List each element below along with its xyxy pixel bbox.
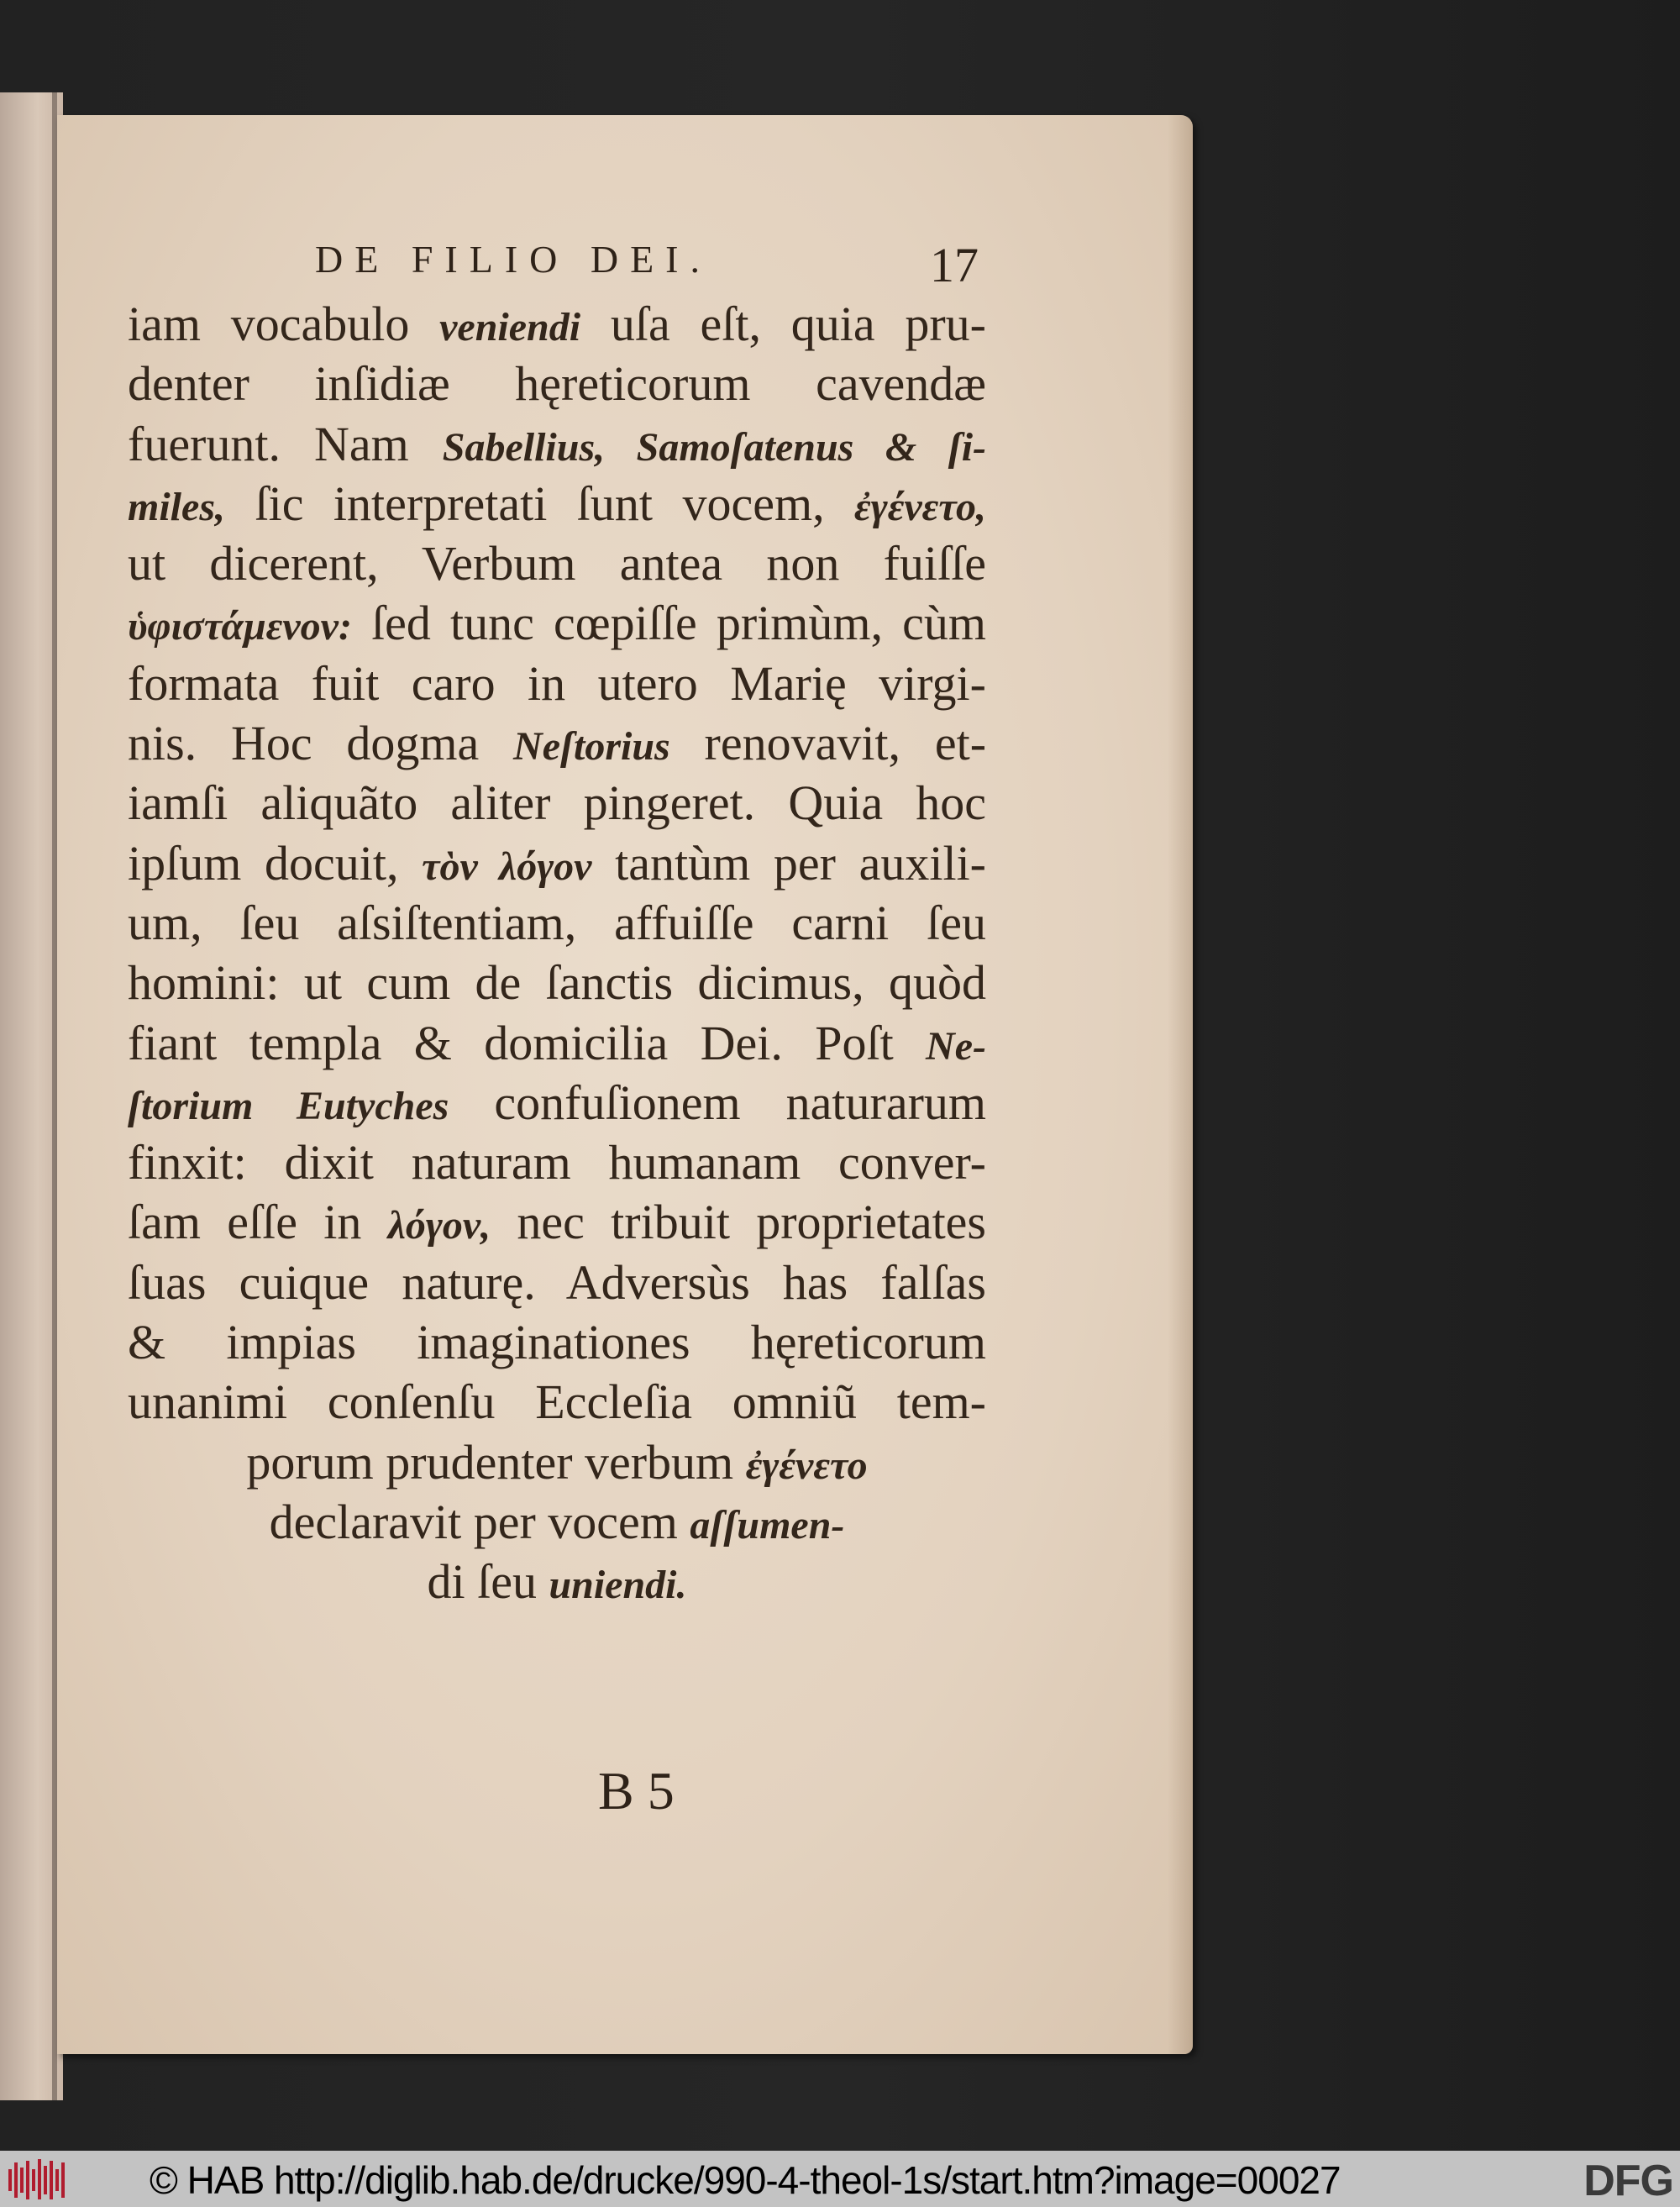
roman-text: nis. Hoc dogma (128, 716, 514, 771)
text-line (128, 474, 986, 533)
roman-text: porum prudenter verbum (246, 1434, 746, 1490)
roman-text: homini: ut cum de ſanctis dicimus, quòd (128, 955, 986, 1011)
footer-bar (0, 2151, 1680, 2207)
roman-text: renovavit, et- (669, 716, 987, 771)
roman-text: ſed tunc cœpiſſe primùm, cùm (351, 596, 986, 651)
text-line (128, 1552, 986, 1611)
text-line (128, 1192, 986, 1252)
text-line (128, 414, 986, 474)
roman-text: ſuas cuique naturę. Adversùs has falſas (128, 1254, 986, 1310)
italic-text: Ne- (926, 1023, 986, 1069)
roman-text: ſic interpretati ſunt vocem, (225, 476, 855, 531)
roman-text: tantùm per auxili- (591, 835, 986, 891)
roman-text: declaravit per vocem (269, 1494, 690, 1549)
running-head (315, 237, 979, 296)
text-line (128, 654, 986, 713)
text-line (128, 1372, 986, 1432)
italic-text: Sabellius, Samoſatenus & ſi- (442, 424, 987, 470)
text-line (128, 1073, 986, 1132)
roman-text: ut dicerent, Verbum antea non fuiſſe (128, 536, 986, 591)
text-line (128, 953, 986, 1012)
page-text (128, 294, 986, 1612)
italic-text: τὸν λόγον (422, 843, 592, 889)
italic-text: miles, (128, 484, 225, 529)
text-line (128, 1432, 986, 1492)
hab-logo-icon (7, 2157, 71, 2201)
roman-text: confuſionem naturarum (449, 1075, 986, 1130)
italic-text: uniendi. (549, 1563, 687, 1608)
roman-text: denter inſidiæ hęreticorum cavendæ (128, 356, 986, 412)
text-line (128, 1312, 986, 1372)
roman-text: nec tribuit proprietates (491, 1195, 986, 1250)
roman-text: ſam eſſe in (128, 1195, 388, 1250)
page-number: 17 (930, 238, 979, 292)
roman-text: finxit: dixit naturam humanam conver- (128, 1135, 986, 1190)
roman-text: fuerunt. Nam (128, 416, 443, 471)
signature-mark: B 5 (598, 1761, 675, 1821)
italic-text: ἐγένετο (745, 1442, 868, 1488)
text-line (128, 533, 986, 593)
text-line (128, 1492, 986, 1552)
text-line (128, 354, 986, 413)
roman-text: formata fuit caro in utero Marię virgi- (128, 655, 986, 711)
text-line (128, 294, 986, 354)
roman-text: iamſi aliquãto aliter pingeret. Quia hoc (128, 775, 986, 831)
roman-text: uſa eſt, quia pru- (580, 297, 986, 351)
roman-text: fiant templa & domicilia Dei. Poſt (128, 1015, 927, 1070)
italic-text: ſtorium Eutyches (128, 1083, 449, 1128)
italic-text: veniendi (439, 305, 581, 349)
roman-text: di ſeu (427, 1554, 549, 1610)
italic-text: Neſtorius (513, 724, 670, 770)
roman-text: & impias imaginationes hęreticorum (128, 1315, 986, 1370)
italic-text: ὑφιστάμενον: (128, 604, 352, 649)
italic-text: ἐγένετο, (854, 484, 986, 529)
dfg-logo: DFG (1583, 2157, 1673, 2205)
running-head-title: DE FILIO DEI. (315, 238, 711, 281)
copyright-url[interactable]: © HAB http://diglib.hab.de/drucke/990-4-theol-1s/start.htm?image=00027 (150, 2158, 1341, 2202)
italic-text: λόγον, (387, 1203, 491, 1248)
text-line (128, 1013, 986, 1073)
roman-text: unanimi conſenſu Eccleſia omniũ tem- (128, 1374, 986, 1430)
text-line (128, 1253, 986, 1312)
text-line (128, 593, 986, 653)
roman-text: iam vocabulo (128, 297, 440, 351)
text-line (128, 773, 986, 833)
roman-text: um, ſeu aſsiſtentiam, affuiſſe carni ſeu (128, 895, 986, 950)
text-line (128, 713, 986, 773)
text-line (128, 833, 986, 893)
text-line (128, 1132, 986, 1192)
text-line (128, 893, 986, 953)
italic-text: aſſumen- (690, 1502, 845, 1548)
roman-text: ipſum docuit, (128, 835, 423, 891)
